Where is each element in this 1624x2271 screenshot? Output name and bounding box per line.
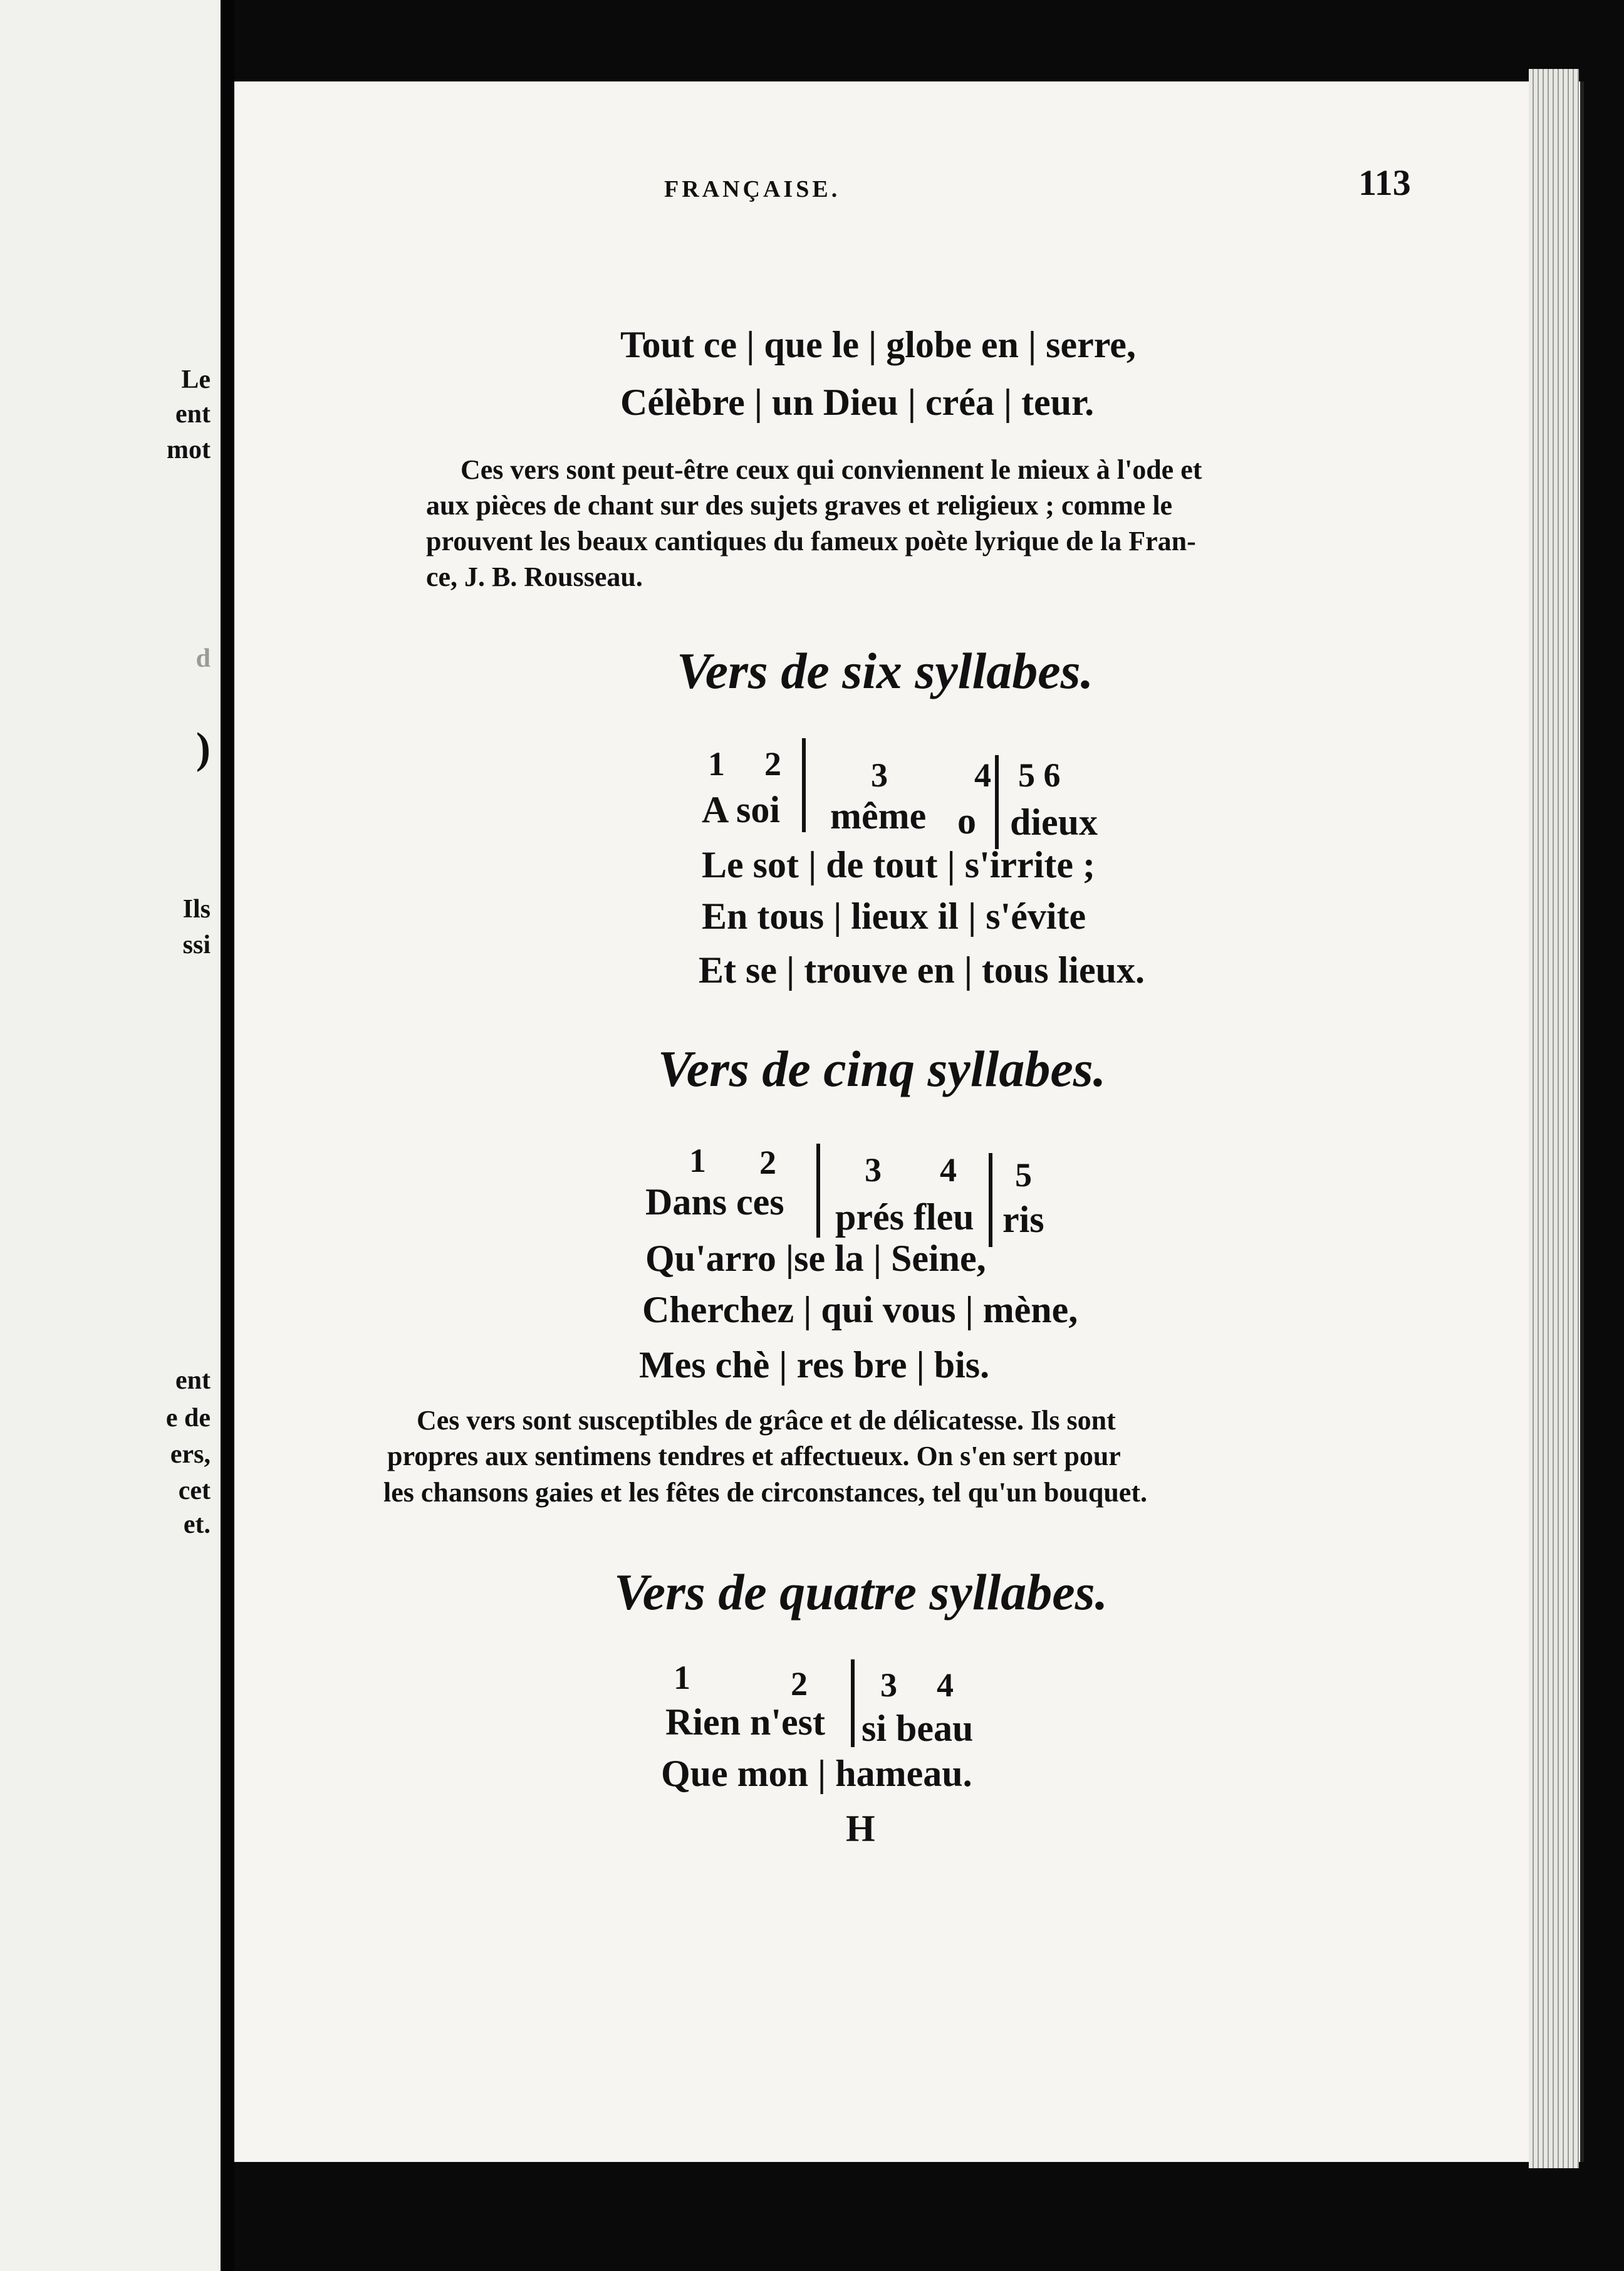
running-head: FRANÇAISE. [664, 176, 841, 202]
syllable-number: 2 [791, 1665, 808, 1703]
note-line: les chansons gaies et les fêtes de circonstances, tel qu'un bouquet. [383, 1477, 1147, 1508]
scan-bottom-border [234, 2162, 1624, 2271]
syllable-number: 3 [880, 1666, 897, 1704]
syllable-number: 2 [759, 1144, 776, 1181]
verse-line: Cherchez | qui vous | mène, [642, 1289, 1078, 1330]
verse-line: Tout ce | que le | globe en | serre, [620, 324, 1136, 365]
note-line: aux pièces de chant sur des sujets graves et religieux ; comme le [426, 490, 1173, 521]
note-line: Ces vers sont peut-être ceux qui conviennent le mieux à l'ode et [461, 454, 1202, 485]
left-margin-fragment: ers, [170, 1440, 211, 1469]
left-margin-fragment: d [195, 644, 211, 673]
note-line: propres aux sentimens tendres et affectueux. On s'en sert pour [387, 1441, 1121, 1471]
note-line: Ces vers sont susceptibles de grâce et de délicatesse. Ils sont [417, 1405, 1116, 1436]
caesura-bar [816, 1144, 820, 1238]
left-margin-fragment: mot [167, 436, 211, 464]
caesura-bar [802, 738, 806, 832]
verse-line: Et se | trouve en | tous lieux. [699, 949, 1145, 991]
verse-line: Qu'arro |se la | Seine, [645, 1238, 986, 1279]
verse-line: si beau [861, 1708, 974, 1749]
syllable-number: 4 [937, 1666, 954, 1704]
syllable-number: 4 [974, 756, 991, 794]
verse-line: A soi [702, 789, 781, 830]
caesura-bar [851, 1659, 855, 1747]
verse-line: ris [1002, 1199, 1044, 1240]
syllable-number: 1 [674, 1659, 690, 1696]
signature-mark: H [846, 1808, 875, 1849]
scan-top-border [234, 0, 1624, 81]
verse-line: Rien n'est [665, 1701, 825, 1743]
verse-line: dieux [1010, 801, 1098, 843]
verse-line: même [830, 795, 927, 837]
left-margin-fragment: et. [183, 1510, 211, 1539]
page-edges [1529, 69, 1579, 2168]
verse-line: o [957, 800, 976, 842]
section-heading: Vers de six syllabes. [677, 642, 1094, 699]
section-heading: Vers de quatre syllabes. [614, 1564, 1108, 1621]
left-margin-fragment: Ils [182, 895, 211, 924]
note-line: ce, J. B. Rousseau. [426, 561, 643, 592]
left-margin-fragment: ssi [182, 931, 211, 959]
syllable-number: 1 [708, 745, 725, 783]
syllable-number: 3 [871, 756, 888, 794]
syllable-number: 5 [1015, 1156, 1032, 1194]
caesura-bar [989, 1153, 992, 1247]
syllable-number: 5 6 [1018, 756, 1061, 794]
syllable-number: 3 [865, 1151, 882, 1189]
verse-line: Que mon | hameau. [661, 1753, 972, 1794]
verse-line: Mes chè | res bre | bis. [639, 1344, 990, 1386]
syllable-number: 2 [764, 745, 781, 783]
section-heading: Vers de cinq syllabes. [658, 1040, 1106, 1097]
syllable-number: 4 [940, 1151, 957, 1189]
caesura-bar [995, 755, 999, 849]
left-margin-fragment: ) [195, 724, 211, 773]
verse-line: Le sot | de tout | s'irrite ; [702, 844, 1095, 885]
page-number: 113 [1358, 162, 1411, 203]
left-margin-fragment: cet [178, 1476, 211, 1505]
note-line: prouvent les beaux cantiques du fameux poète lyrique de la Fran- [426, 526, 1196, 556]
left-margin-fragment: e de [165, 1404, 211, 1433]
previous-page-fragment [0, 0, 221, 2271]
verse-line: En tous | lieux il | s'évite [702, 895, 1086, 937]
verse-line: Célèbre | un Dieu | créa | teur. [620, 382, 1095, 423]
book-gutter [221, 0, 234, 2271]
syllable-number: 1 [689, 1142, 706, 1179]
left-margin-fragment: ent [175, 1366, 211, 1395]
left-margin-fragment: ent [175, 400, 211, 429]
verse-line: prés fleu [835, 1196, 974, 1238]
left-margin-fragment: Le [181, 365, 211, 394]
verse-line: Dans ces [645, 1181, 784, 1223]
